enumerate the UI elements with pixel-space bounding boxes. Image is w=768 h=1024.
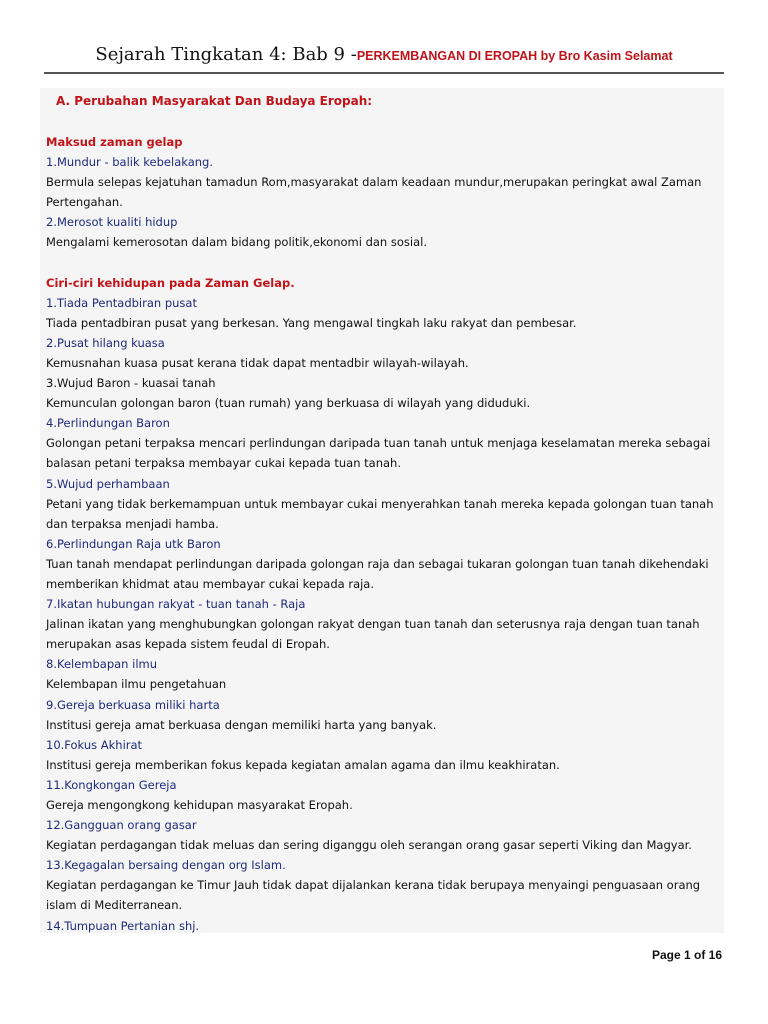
block1-item-2: 2.Merosot kualiti hidup (46, 215, 178, 230)
list-item-desc: Institusi gereja memberikan fokus kepada kegiatan amalan agama dan ilmu keakhiratan. (46, 757, 560, 772)
block1-desc-1: Bermula selepas kejatuhan tamadun Rom,masyarakat dalam keadaan mundur,merupakan peringkat awal Zaman Pertengahan. (46, 175, 702, 210)
page-number: Page 1 of 16 (651, 948, 722, 962)
list-item-title: 2.Pusat hilang kuasa (46, 335, 165, 350)
list-item-desc: Golongan petani terpaksa mencari perlindungan daripada tuan tanah untuk menjaga keselamatan mereka sebagai balasan petani terpaksa membayar cukai kepada tuan tanah. (46, 436, 711, 471)
list-item-title: 14.Tumpuan Pertanian shj. (46, 918, 200, 933)
list-item-desc: Kemusnahan kuasa pusat kerana tidak dapat mentadbir wilayah-wilayah. (46, 355, 469, 370)
page-header (44, 44, 724, 74)
list-item-title: 5.Wujud perhambaan (46, 476, 170, 491)
list-item-title: 8.Kelembapan ilmu (46, 657, 158, 672)
list-item-title: 10.Fokus Akhirat (46, 737, 143, 752)
list-item-desc: Kelembapan ilmu pengetahuan (46, 677, 227, 692)
list-item-desc: Kegiatan perdagangan tidak meluas dan sering diganggu oleh serangan orang gasar seperti Viking dan Magyar. (46, 838, 692, 853)
list-item-title: 3.Wujud Baron - kuasai tanah (46, 376, 216, 391)
list-item-desc: Petani yang tidak berkemampuan untuk membayar cukai menyerahkan tanah mereka kepada golongan tuan tanah dan terpaksa menjadi hamba. (46, 496, 714, 531)
section-heading: A. Perubahan Masyarakat Dan Budaya Eropah: (56, 94, 373, 108)
list-item-title: 6.Perlindungan Raja utk Baron (46, 536, 221, 551)
list-item-desc: Kemunculan golongan baron (tuan rumah) yang berkuasa di wilayah yang diduduki. (46, 396, 531, 411)
list-item-title: 13.Kegagalan bersaing dengan org Islam. (46, 858, 286, 873)
header-subtitle: PERKEMBANGAN DI EROPAH by Bro Kasim Selamat (356, 49, 673, 63)
header-title: Sejarah Tingkatan 4: Bab 9 - (95, 44, 357, 65)
list-item-desc: Jalinan ikatan yang menghubungkan golongan rakyat dengan tuan tanah dan seterusnya raja dengan tuan tanah merupakan asas kepada sistem feudal di Eropah. (46, 617, 700, 652)
content-panel (40, 88, 724, 933)
list-item-desc: Institusi gereja amat berkuasa dengan memiliki harta yang banyak. (46, 717, 437, 732)
list-item-desc: Gereja mengongkong kehidupan masyarakat Eropah. (46, 798, 353, 812)
block1-desc-2: Mengalami kemerosotan dalam bidang politik,ekonomi dan sosial. (46, 235, 427, 250)
list-item-desc: Tiada pentadbiran pusat yang berkesan. Yang mengawal tingkah laku rakyat dan pembesar. (46, 315, 577, 330)
spacer (46, 253, 716, 273)
list-item-title: 7.Ikatan hubungan rakyat - tuan tanah - Raja (46, 597, 306, 612)
block1-heading: Maksud zaman gelap (46, 135, 183, 149)
list-item-desc: Tuan tanah mendapat perlindungan daripada golongan raja dan sebagai tukaran golongan tuan tanah dikehendaki memberikan khidmat atau membayar cukai kepada raja. (46, 556, 709, 591)
list-item-title: 12.Gangguan orang gasar (46, 818, 197, 833)
list-item-title: 9.Gereja berkuasa miliki harta (46, 697, 220, 712)
list-item-title: 1.Tiada Pentadbiran pusat (46, 295, 197, 310)
block2-heading: Ciri-ciri kehidupan pada Zaman Gelap. (46, 275, 295, 290)
list-item-desc: Kegiatan perdagangan ke Timur Jauh tidak dapat dijalankan kerana tidak berupaya menyaingi penguasaan orang islam di Mediterranean. (46, 878, 701, 913)
list-item-title: 11.Kongkongan Gereja (46, 777, 177, 792)
document-body (46, 132, 716, 933)
list-item-title: 4.Perlindungan Baron (46, 416, 170, 431)
block1-item-1: 1.Mundur - balik kebelakang. (46, 155, 213, 170)
